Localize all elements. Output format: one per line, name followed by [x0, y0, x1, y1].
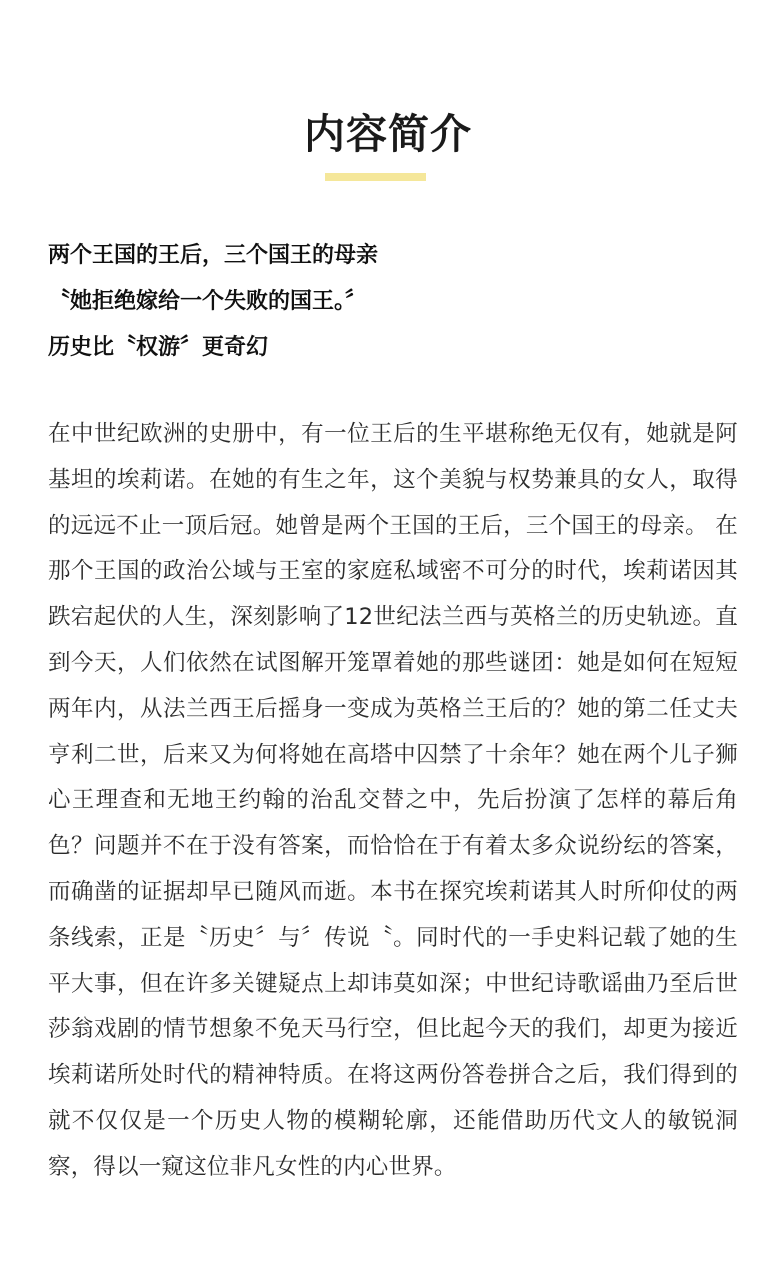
page-title: 内容简介 — [304, 110, 472, 159]
tagline-line-3: 历史比〝权游〞更奇幻 — [48, 334, 269, 360]
title-underline-decoration — [325, 173, 426, 181]
tagline-line-1: 两个王国的王后，三个国王的母亲 — [48, 242, 379, 268]
tagline-list — [48, 232, 728, 370]
tagline-line-2: 〝她拒绝嫁给一个失败的国王。〞 — [48, 288, 368, 314]
intro-paragraph: 在中世纪欧洲的史册中，有一位王后的生平堪称绝无仅有，她就是阿基坦的埃莉诺。在她的有生之年，这个美貌与权势兼具的女人，取得的远远不止一顶后冠。她曾是两个王国的王后，三个国王的母亲。 在那个王国的政治公域与王室的家庭私域密不可分的时代，埃莉诺因其跌宕起伏的人生，深刻影响了12世纪法兰西与英格兰的历史轨迹。直到今天，人们依然在试图解开笼罩着她的那些谜团：她是如何在短短两年内，从法兰西王后摇身一变成为英格兰王后的？她的第二任丈夫亨利二世，后来又为何将她在高塔中囚禁了十余年？她在两个儿子狮心王理查和无地王约翰的治乱交替之中，先后扮演了怎样的幕后角色？问题并不在于没有答案，而恰恰在于有着太多众说纷纭的答案，而确凿的证据却早已随风而逝。本书在探究埃莉诺其人时所仰仗的两条线索，正是〝历史〞与〞传说〝。同时代的一手史料记载了她的生平大事，但在许多关键疑点上却讳莫如深；中世纪诗歌谣曲乃至后世莎翁戏剧的情节想象不免天马行空，但比起今天的我们，却更为接近埃莉诺所处时代的精神特质。在将这两份答卷拼合之后，我们得到的就不仅仅是一个历史人物的模糊轮廓，还能借助历代文人的敏锐洞察，得以一窥这位非凡女性的内心世界。 — [48, 421, 738, 1180]
